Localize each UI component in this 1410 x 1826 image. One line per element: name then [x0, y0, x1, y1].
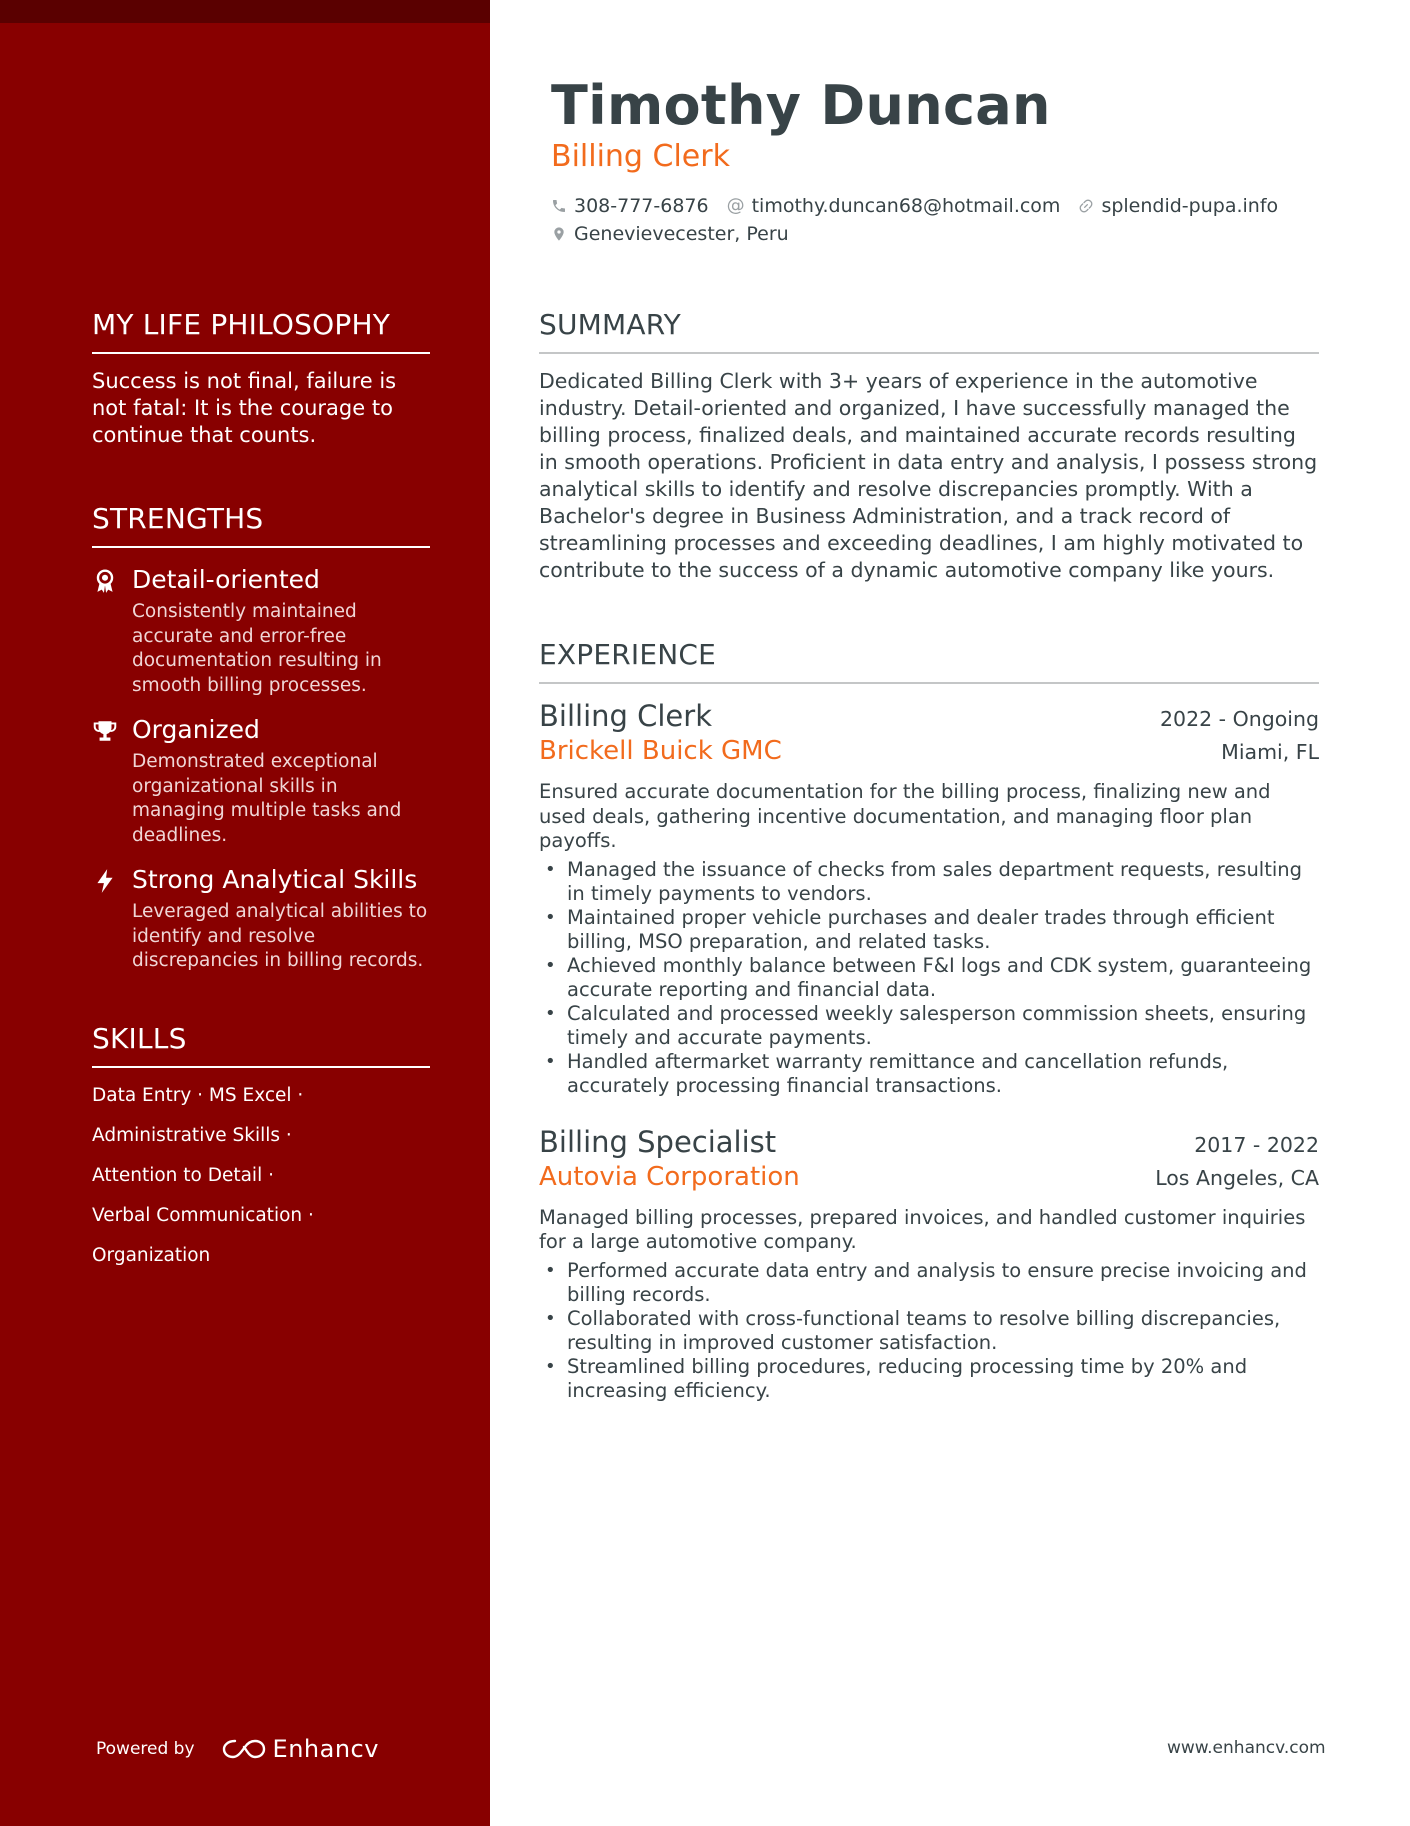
powered-by-label: Powered by [96, 1739, 195, 1759]
job-bullets [539, 1259, 1319, 1403]
experience-section [539, 638, 1319, 1403]
job-bullet: • Calculated and processed weekly salesperson commission sheets, ensuring timely and accurate payments. [539, 1002, 1319, 1050]
experience-heading: EXPERIENCE [539, 638, 1319, 684]
email-text: timothy.duncan68@hotmail.com [751, 195, 1061, 217]
skill-row: Administrative Skills · [92, 1125, 292, 1146]
philosophy-section [92, 308, 430, 449]
philosophy-text: Success is not final, failure is not fatal: It is the courage to continue that counts. [92, 369, 397, 447]
summary-text: Dedicated Billing Clerk with 3+ years of experience in the automotive industry. Detail-oriented and organized, I have successfully managed the billing process, finalized deals, and maintained accurate records resulting in smooth operations. Proficient in data entry and analysis, I possess strong analytical skills to identify and resolve discrepancies promptly. With a Bachelor's degree in Business Administration, and a track record of streamlining processes and exceeding deadlines, I am highly motivated to contribute to the success of a dynamic automotive company like yours. [539, 369, 1318, 582]
job-description: Managed billing processes, prepared invoices, and handled customer inquiries for a large automotive company. [539, 1205, 1306, 1253]
phone-icon [551, 198, 567, 214]
bolt-icon [92, 868, 118, 894]
strength-desc: Consistently maintained accurate and error-free documentation resulting in smooth billing processes. [132, 601, 382, 696]
sidebar [0, 0, 490, 1826]
job-entry [539, 1124, 1319, 1403]
job-bullet: • Collaborated with cross-functional teams to resolve billing discrepancies, resulting in improved customer satisfaction. [539, 1307, 1319, 1355]
contact-row [551, 192, 1331, 220]
job-company: Brickell Buick GMC [539, 736, 782, 766]
email-item[interactable] [727, 192, 1061, 220]
job-role: Billing Specialist [539, 1124, 777, 1159]
job-role: Billing Clerk [539, 699, 712, 733]
website-text: splendid-pupa.info [1101, 195, 1279, 217]
job-bullet: • Achieved monthly balance between F&I logs and CDK system, guaranteeing accurate reporting and financial data. [539, 954, 1319, 1002]
strengths-heading: STRENGTHS [92, 502, 430, 548]
enhancv-logo-icon [221, 1737, 267, 1761]
job-description: Ensured accurate documentation for the billing process, finalizing new and used deals, gathering incentive documentation, and managing floor plan payoffs. [539, 780, 1271, 852]
enhancv-logo[interactable] [221, 1735, 379, 1763]
phone-text: 308-777-6876 [574, 195, 709, 217]
contact-row [551, 220, 1331, 248]
skill-row: Attention to Detail · [92, 1165, 274, 1186]
skills-list [92, 1084, 430, 1268]
at-icon: @ [726, 195, 745, 216]
job-dates: 2022 - Ongoing [1160, 707, 1319, 731]
strength-item [92, 564, 430, 698]
job-bullets [539, 858, 1319, 1098]
skill-row: Data Entry · MS Excel · [92, 1085, 304, 1106]
location-pin-icon [551, 226, 567, 242]
location-item [551, 220, 789, 248]
job-dates: 2017 - 2022 [1194, 1132, 1319, 1157]
link-icon [1078, 198, 1094, 214]
candidate-name: Timothy Duncan [551, 74, 1051, 137]
summary-heading: SUMMARY [539, 308, 1319, 354]
job-header [539, 1124, 1319, 1160]
job-bullet: • Performed accurate data entry and analysis to ensure precise invoicing and billing records. [539, 1259, 1319, 1307]
job-subheader [539, 1160, 1319, 1194]
skill-row: Verbal Communication · [92, 1205, 314, 1226]
trophy-icon [92, 718, 118, 744]
strength-title: Detail-oriented [132, 565, 320, 594]
award-icon [92, 568, 118, 594]
strength-title: Strong Analytical Skills [132, 865, 418, 894]
job-bullet: • Managed the issuance of checks from sales department requests, resulting in timely payments to vendors. [539, 858, 1319, 906]
skills-heading: SKILLS [92, 1022, 430, 1068]
main-content [490, 0, 1410, 1826]
job-bullet: • Handled aftermarket warranty remittance and cancellation refunds, accurately processing financial transactions. [539, 1050, 1319, 1098]
contact-info [551, 192, 1331, 248]
powered-by [96, 1735, 379, 1763]
enhancv-brand: Enhancv [272, 1735, 379, 1763]
strength-desc: Leveraged analytical abilities to identify and resolve discrepancies in billing records. [132, 901, 428, 971]
candidate-title: Billing Clerk [551, 139, 730, 174]
strength-item [92, 864, 430, 974]
skills-section [92, 1022, 430, 1268]
phone-item[interactable] [551, 192, 709, 220]
skill-row: Organization [92, 1245, 211, 1266]
job-subheader [539, 734, 1319, 768]
strength-desc: Demonstrated exceptional organizational skills in managing multiple tasks and deadlines. [132, 751, 402, 846]
sidebar-top-bar [0, 0, 490, 23]
job-entry [539, 698, 1319, 1098]
job-header [539, 698, 1319, 734]
strength-item [92, 714, 430, 848]
strength-title: Organized [132, 715, 260, 744]
job-location: Los Angeles, CA [1155, 1165, 1319, 1190]
job-bullet: • Maintained proper vehicle purchases and dealer trades through efficient billing, MSO preparation, and related tasks. [539, 906, 1319, 954]
location-text: Genevievecester, Peru [574, 223, 789, 245]
job-location: Miami, FL [1221, 740, 1319, 764]
philosophy-heading: MY LIFE PHILOSOPHY [92, 308, 430, 354]
strengths-section [92, 502, 430, 974]
job-bullet: • Streamlined billing procedures, reducing processing time by 20% and increasing efficiency. [539, 1355, 1319, 1403]
job-company: Autovia Corporation [539, 1161, 800, 1192]
enhancv-site-link[interactable]: www.enhancv.com [1167, 1738, 1326, 1758]
summary-section [539, 308, 1319, 584]
website-item[interactable] [1078, 192, 1278, 220]
